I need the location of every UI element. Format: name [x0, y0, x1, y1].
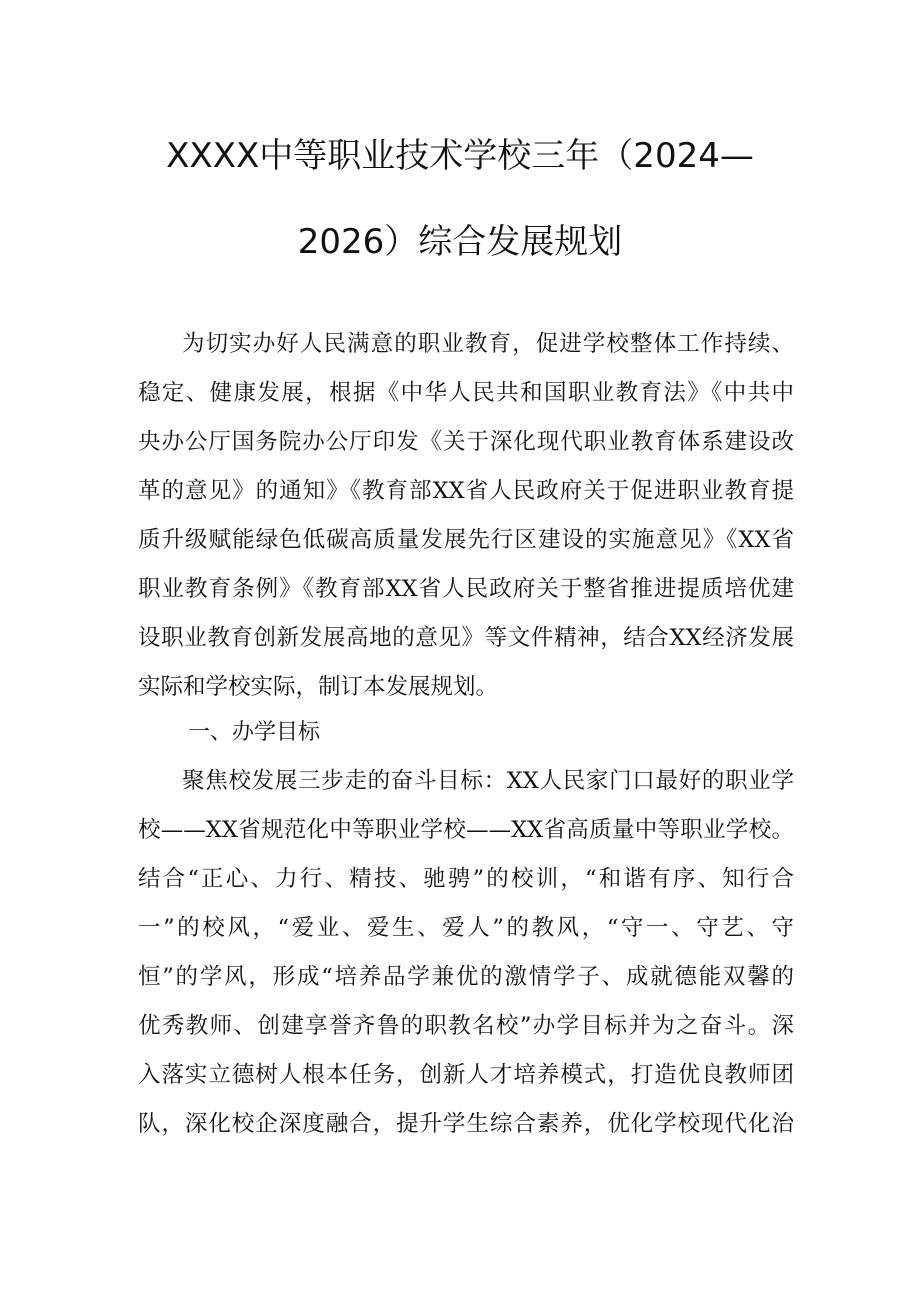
paragraph-line: 队，深化校企深度融合，提升学生综合素养，优化学校现代化治 — [138, 1111, 794, 1137]
paragraph-line: 优秀教师、创建享誉齐鲁的职教名校”办学目标并为之奋斗。深 — [138, 1013, 794, 1039]
document-title-line-2: 2026）综合发展规划 — [297, 222, 623, 262]
paragraph-line: 入落实立德树人根本任务，创新人才培养模式，打造优良教师团 — [138, 1062, 794, 1088]
paragraph-line: 一”的校风，“爱业、爱生、爱人”的教风，“守一、守艺、守 — [138, 915, 794, 941]
paragraph-line: 央办公厅国务院办公厅印发《关于深化现代职业教育体系建设改 — [138, 429, 794, 455]
paragraph-line: 校——XX省规范化中等职业学校——XX省高质量中等职业学校。 — [138, 817, 794, 843]
paragraph-line: 聚焦校发展三步走的奋斗目标：XX人民家门口最好的职业学 — [182, 768, 794, 794]
paragraph-line: 为切实办好人民满意的职业教育，促进学校整体工作持续、 — [182, 331, 794, 357]
paragraph-line: 革的意见》的通知》《教育部XX省人民政府关于促进职业教育提 — [138, 478, 794, 504]
section-heading-goals: 一、办学目标 — [188, 720, 321, 745]
paragraph-line: 稳定、健康发展，根据《中华人民共和国职业教育法》《中共中 — [138, 380, 794, 406]
paragraph-line: 恒”的学风，形成“培养品学兼优的激情学子、成就德能双馨的 — [138, 964, 794, 990]
document-title-line-1: XXXX中等职业技术学校三年（2024— — [166, 136, 754, 176]
paragraph-line: 设职业教育创新发展高地的意见》等文件精神，结合XX经济发展 — [138, 625, 794, 651]
paragraph-line: 实际和学校实际，制订本发展规划。 — [138, 674, 499, 700]
paragraph-line: 结合“正心、力行、精技、驰骋”的校训，“和谐有序、知行合 — [138, 866, 794, 892]
paragraph-line: 质升级赋能绿色低碳高质量发展先行区建设的实施意见》《XX省 — [138, 527, 794, 553]
paragraph-line: 职业教育条例》《教育部XX省人民政府关于整省推进提质培优建 — [138, 576, 794, 602]
